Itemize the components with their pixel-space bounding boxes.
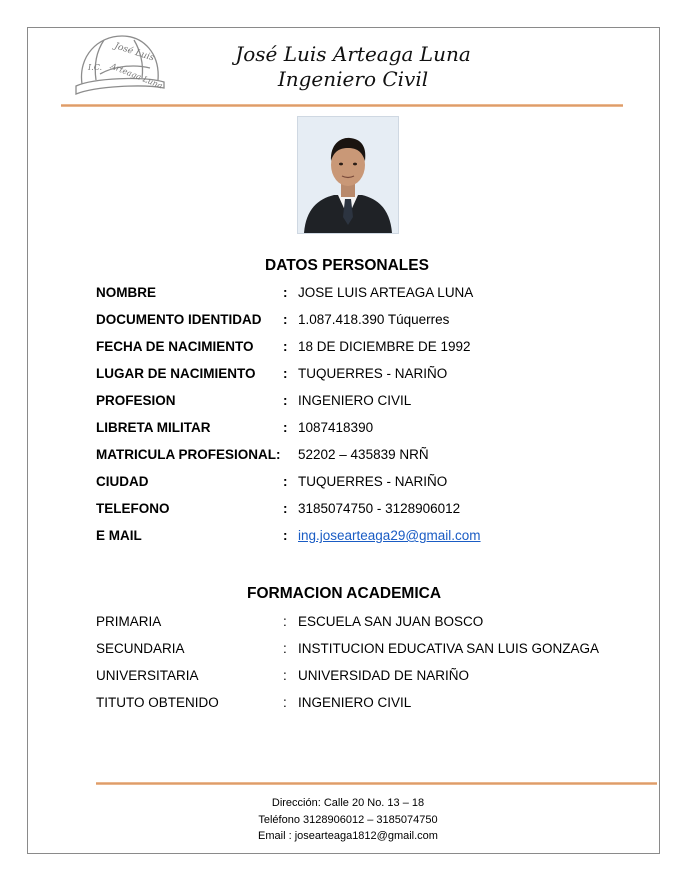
row-colon: :	[283, 339, 288, 354]
svg-text:Arteaga Luna: Arteaga Luna	[109, 61, 164, 91]
row-colon: :	[283, 501, 288, 516]
row-label: SECUNDARIA	[96, 641, 185, 656]
row-value: 18 DE DICIEMBRE DE 1992	[298, 339, 471, 354]
header-name: José Luis Arteaga Luna	[235, 42, 471, 66]
row-value: JOSE LUIS ARTEAGA LUNA	[298, 285, 474, 300]
row-colon: :	[283, 641, 287, 656]
row-label: DOCUMENTO IDENTIDAD	[96, 312, 262, 327]
personal-data-title: DATOS PERSONALES	[265, 257, 429, 274]
email-link[interactable]: ing.josearteaga29@gmail.com	[298, 528, 481, 543]
row-value: 3185074750 - 3128906012	[298, 501, 461, 516]
row-colon: :	[283, 614, 287, 629]
row-value: TUQUERRES - NARIÑO	[298, 474, 448, 489]
row-value: 1087418390	[298, 420, 374, 435]
row-colon: :	[283, 312, 288, 327]
row-label: E MAIL	[96, 528, 142, 543]
row-value: INGENIERO CIVIL	[298, 393, 412, 408]
row-colon: :	[283, 420, 288, 435]
footer-email: Email : josearteaga1812@gmail.com	[258, 830, 438, 842]
row-label: TELEFONO	[96, 501, 170, 516]
row-value: INGENIERO CIVIL	[298, 695, 412, 710]
footer-divider	[96, 782, 657, 785]
svg-text:José Luis: José Luis	[113, 41, 156, 64]
header-divider	[61, 104, 623, 107]
footer-phone: Teléfono 3128906012 – 3185074750	[258, 814, 438, 826]
row-label: NOMBRE	[96, 285, 156, 300]
row-colon: :	[283, 695, 287, 710]
row-colon: :	[283, 528, 288, 543]
row-value: TUQUERRES - NARIÑO	[298, 366, 448, 381]
row-colon: :	[283, 285, 288, 300]
profile-photo	[297, 116, 399, 234]
row-label: LUGAR DE NACIMIENTO	[96, 366, 256, 381]
hard-hat-logo	[74, 28, 166, 98]
row-colon: :	[283, 668, 287, 683]
row-label: CIUDAD	[96, 474, 149, 489]
row-label: TITUTO OBTENIDO	[96, 695, 219, 710]
row-label: UNIVERSITARIA	[96, 668, 199, 683]
row-colon: :	[283, 474, 288, 489]
row-colon: :	[283, 393, 288, 408]
svg-text:I.C.: I.C.	[88, 63, 103, 72]
header-title	[228, 42, 478, 92]
footer-address: Dirección: Calle 20 No. 13 – 18	[271, 797, 425, 809]
row-value: 1.087.418.390 Túquerres	[298, 312, 450, 327]
row-value: UNIVERSIDAD DE NARIÑO	[298, 668, 470, 683]
row-label: LIBRETA MILITAR	[96, 420, 211, 435]
academic-title: FORMACION ACADEMICA	[247, 585, 442, 602]
row-label: MATRICULA PROFESIONAL:	[96, 447, 281, 462]
row-value: 52202 – 435839 NRÑ	[298, 447, 429, 462]
row-label: PRIMARIA	[96, 614, 162, 629]
row-value: ESCUELA SAN JUAN BOSCO	[298, 614, 484, 629]
header-profession: Ingeniero Civil	[277, 67, 429, 91]
portrait-image	[298, 117, 398, 233]
row-label: PROFESION	[96, 393, 176, 408]
row-colon: :	[283, 366, 288, 381]
row-label: FECHA DE NACIMIENTO	[96, 339, 254, 354]
row-value: INSTITUCION EDUCATIVA SAN LUIS GONZAGA	[298, 641, 600, 656]
